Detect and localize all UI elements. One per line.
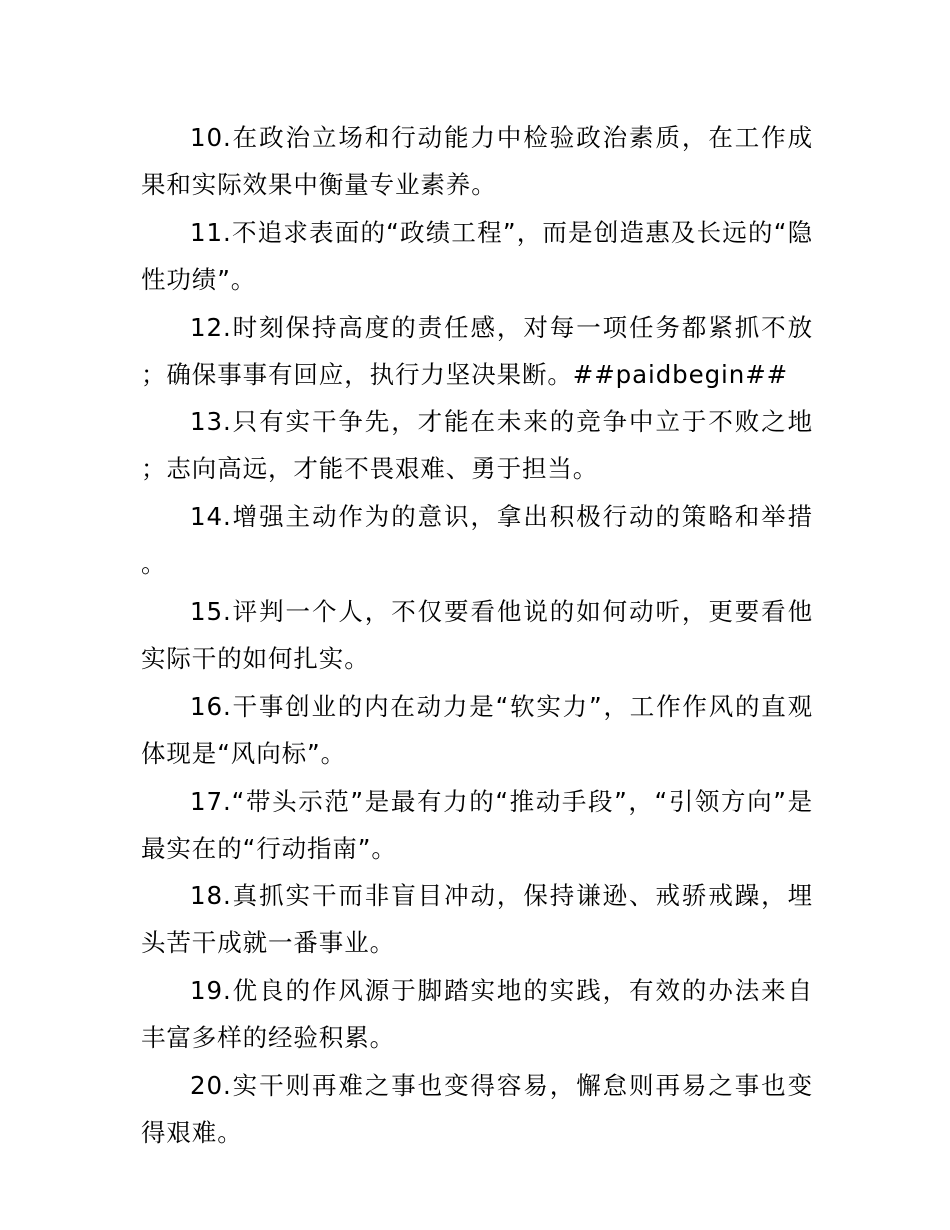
- paragraph-17: 17.“带头示范”是最有力的“推动手段”，“引领方向”是最实在的“行动指南”。: [141, 786, 813, 863]
- paragraph-15: 15.评判一个人，不仅要看他说的如何动听，更要看他实际干的如何扎实。: [141, 596, 813, 673]
- paragraph-13: 13.只有实干争先，才能在未来的竞争中立于不败之地；志向高远，才能不畏艰难、勇于担当。: [141, 407, 813, 484]
- paragraph-18: 18.真抓实干而非盲目冲动，保持谦逊、戒骄戒躁，埋头苦干成就一番事业。: [141, 881, 813, 958]
- paragraph-20: 20.实干则再难之事也变得容易，懈怠则再易之事也变得艰难。: [141, 1070, 813, 1147]
- paragraph-16: 16.干事创业的内在动力是“软实力”，工作作风的直观体现是“风向标”。: [141, 691, 813, 768]
- paragraph-19: 19.优良的作风源于脚踏实地的实践，有效的办法来自丰富多样的经验积累。: [141, 976, 813, 1053]
- paragraph-14: 14.增强主动作为的意识，拿出积极行动的策略和举措。: [141, 502, 813, 579]
- paragraph-11: 11.不追求表面的“政绩工程”，而是创造惠及长远的“隐性功绩”。: [141, 217, 813, 294]
- paragraph-12: 12.时刻保持高度的责任感，对每一项任务都紧抓不放；确保事事有回应，执行力坚决果断。##paidbegin##: [141, 312, 813, 389]
- document-body: [141, 114, 813, 1157]
- paragraph-10: 10.在政治立场和行动能力中检验政治素质，在工作成果和实际效果中衡量专业素养。: [141, 123, 813, 199]
